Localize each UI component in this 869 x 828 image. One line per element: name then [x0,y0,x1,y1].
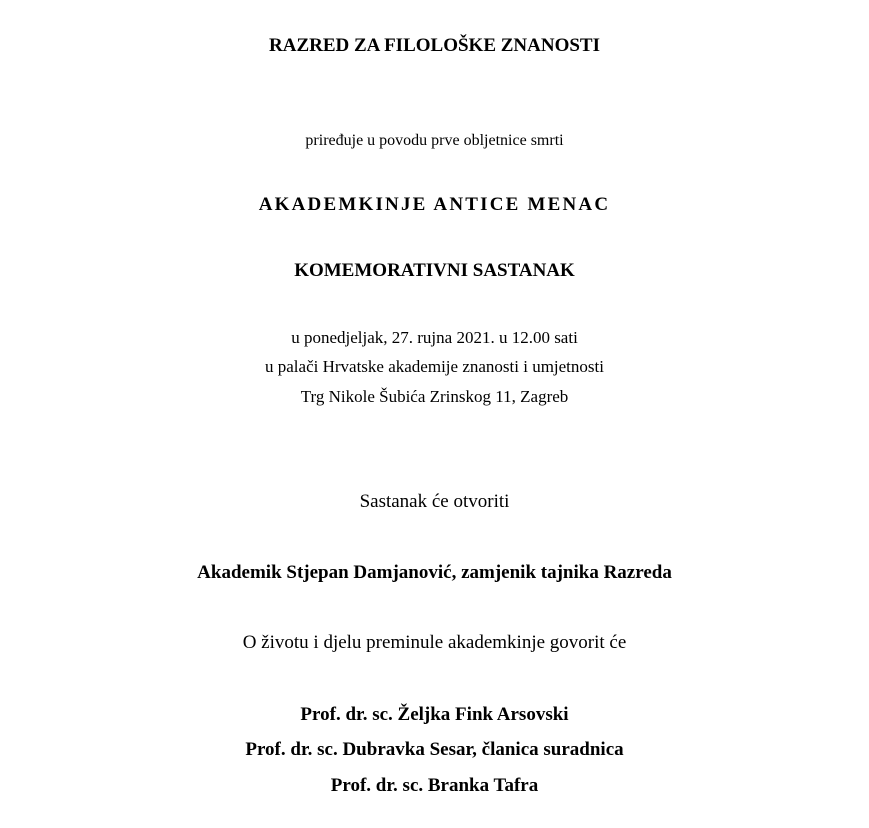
event-title: KOMEMORATIVNI SASTANAK [294,260,575,281]
speakers-intro: O životu i djelu preminule akademkinje govorit će [242,632,627,653]
speaker-item: Prof. dr. sc. Dubravka Sesar, članica suradnica [245,739,624,760]
speaker-item: Prof. dr. sc. Željka Fink Arsovski [300,704,569,725]
intro-text: priređuje u povodu prve obljetnice smrti [305,132,564,149]
event-date: u ponedjeljak, 27. rujna 2021. u 12.00 sati [291,328,578,347]
organizer-heading: RAZRED ZA FILOLOŠKE ZNANOSTI [269,35,600,56]
honoree-name: AKADEMKINJE ANTICE MENAC [258,194,611,215]
event-address: Trg Nikole Šubića Zrinskog 11, Zagreb [300,387,569,406]
opener-intro: Sastanak će otvoriti [359,491,510,512]
speaker-item: Prof. dr. sc. Branka Tafra [330,775,539,796]
opener-name: Akademik Stjepan Damjanović, zamjenik tajnika Razreda [197,562,672,583]
event-venue: u palači Hrvatske akademije znanosti i umjetnosti [265,357,604,376]
